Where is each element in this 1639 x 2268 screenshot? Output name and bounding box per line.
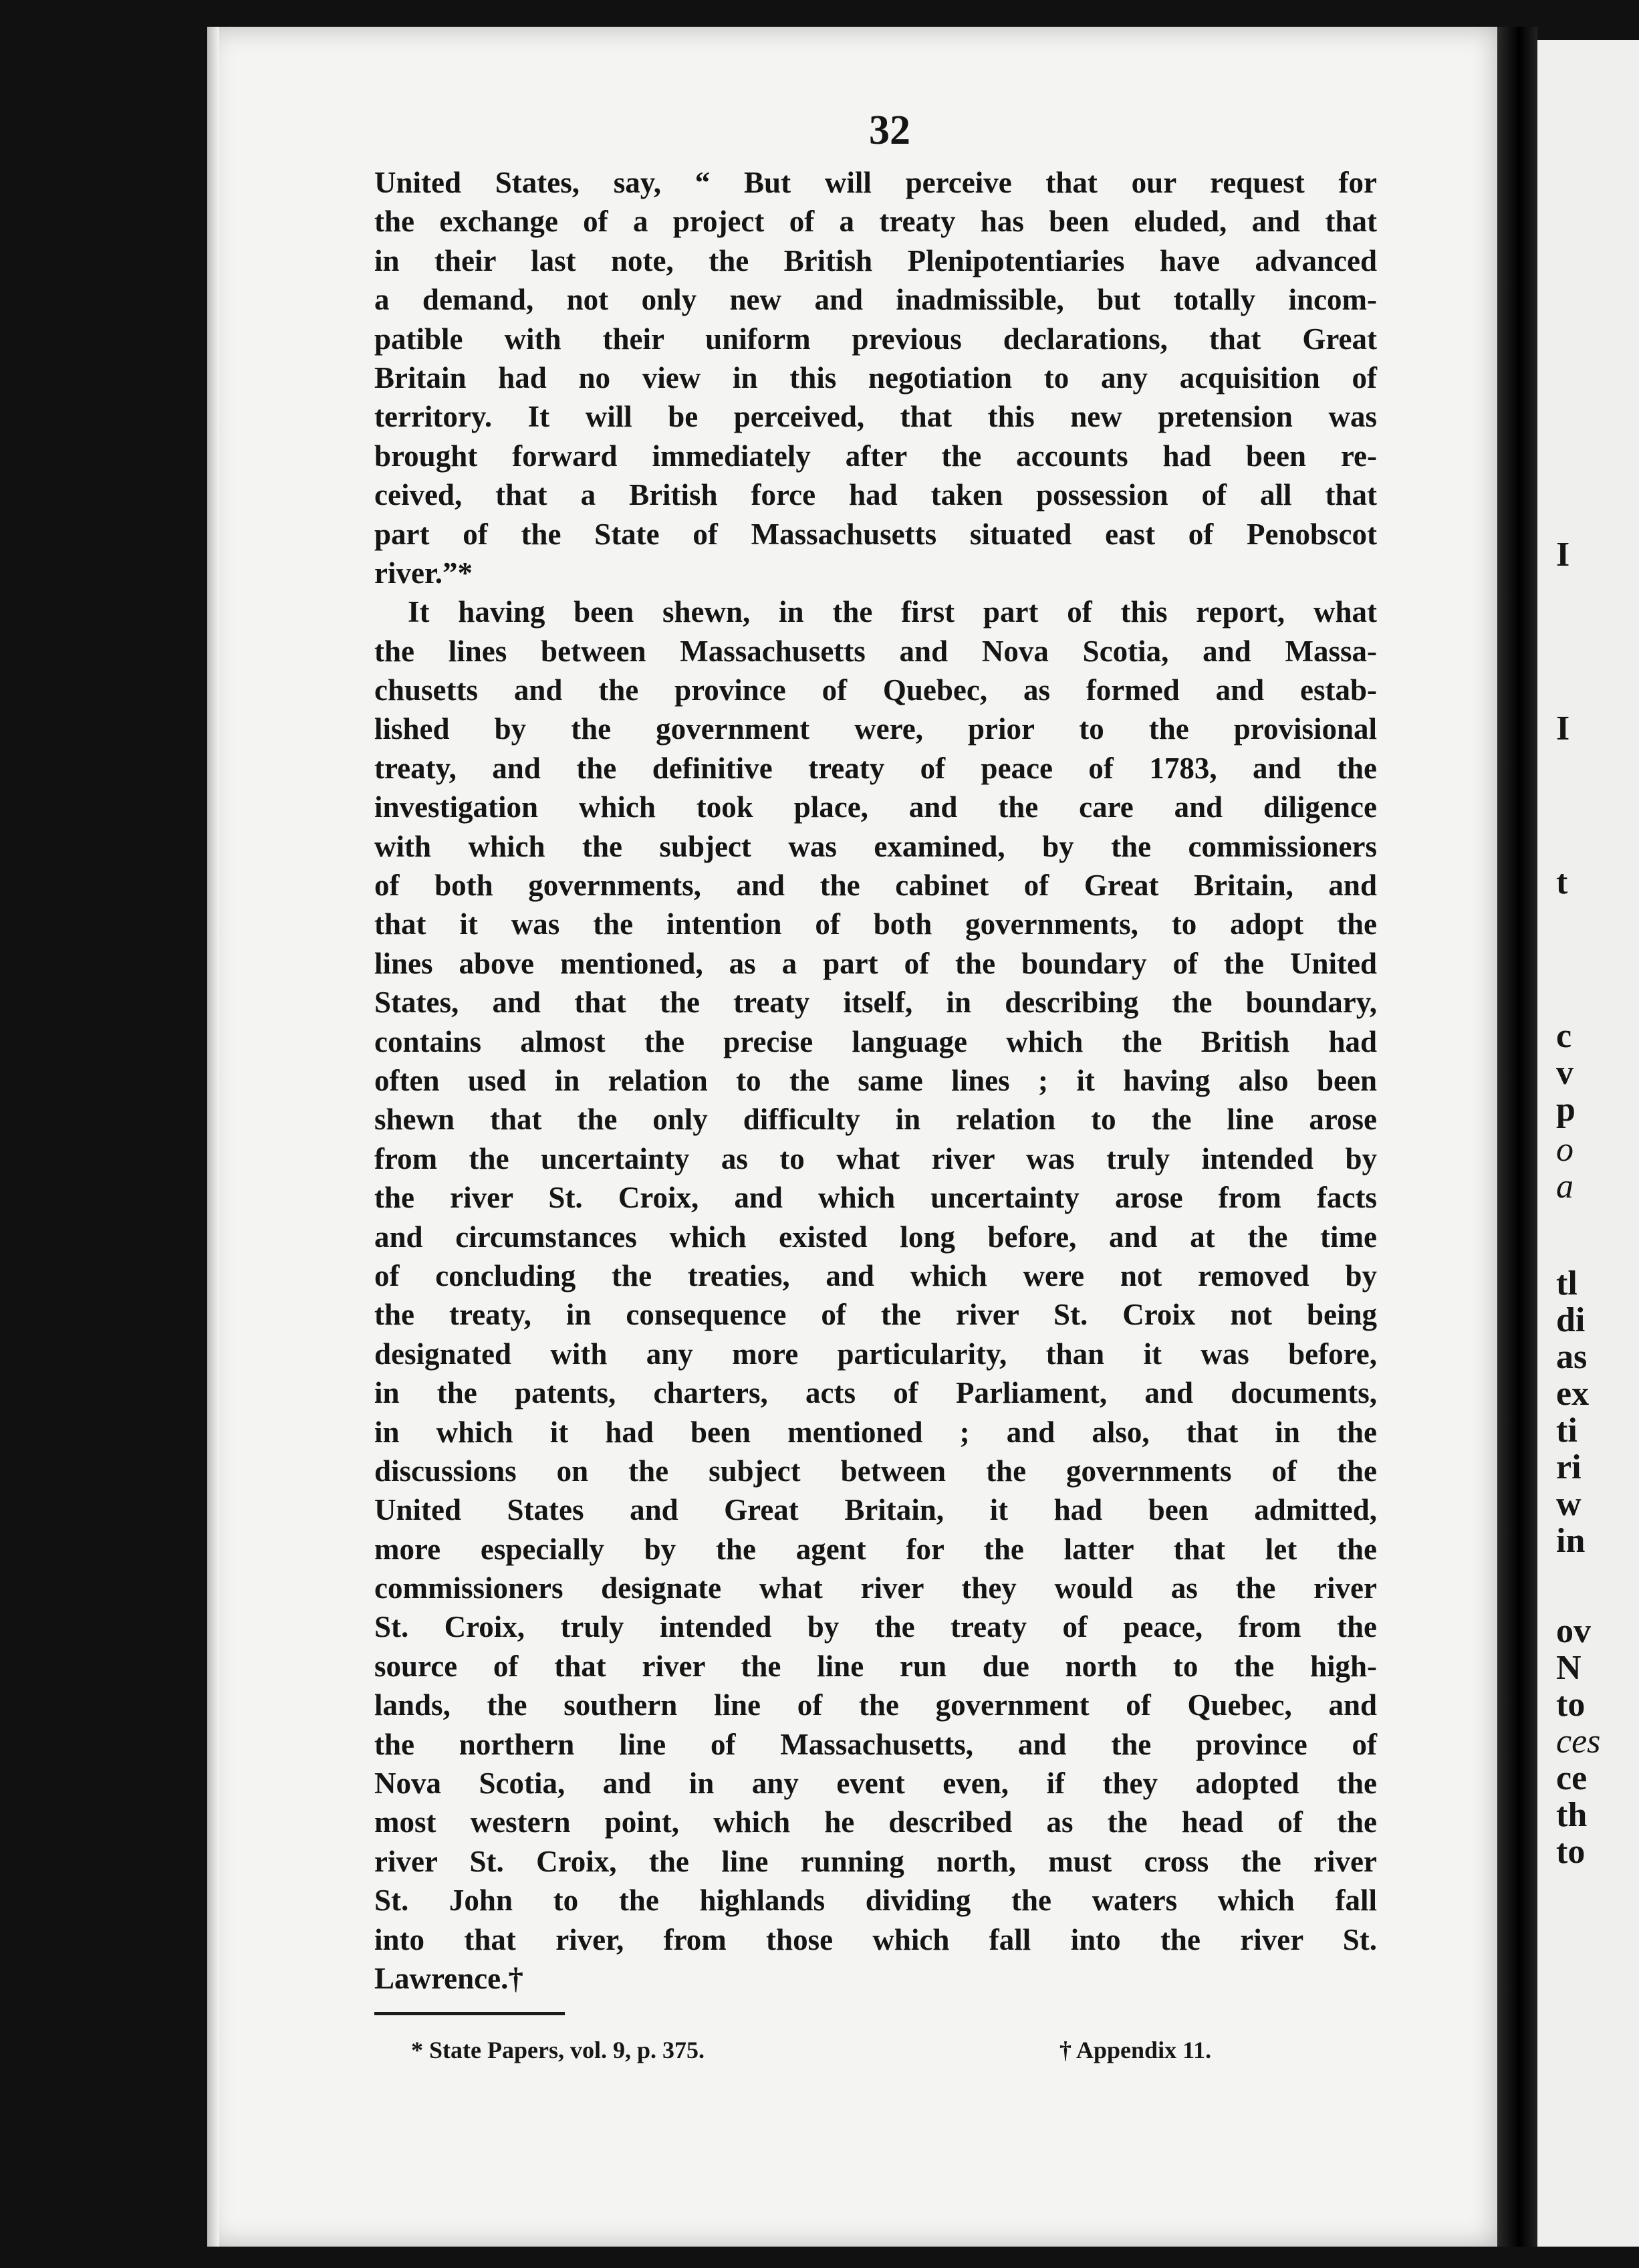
text-line: more especially by the agent for the latter that let the (374, 1532, 1377, 1566)
footnote-state-papers: * State Papers, vol. 9, p. 375. (411, 2037, 705, 2063)
adjacent-page-fragment: in (1556, 1522, 1586, 1560)
adjacent-page-fragment: tl (1556, 1264, 1578, 1302)
text-line: ceived, that a British force had taken possession of all that (374, 478, 1377, 512)
adjacent-page-sliver (1537, 40, 1639, 2247)
text-line: States, and that the treaty itself, in describing the boundary, (374, 986, 1377, 1020)
adjacent-page-fragment: ri (1556, 1448, 1582, 1486)
text-line: of concluding the treaties, and which were not removed by (374, 1258, 1377, 1292)
adjacent-page-fragment: ces (1556, 1722, 1601, 1761)
text-line: the treaty, in consequence of the river St. Croix not being (374, 1298, 1377, 1332)
text-line: treaty, and the definitive treaty of peace of 1783, and the (374, 751, 1377, 785)
text-line: Lawrence.† (374, 1961, 523, 1995)
text-line: that it was the intention of both governments, to adopt the (374, 907, 1377, 941)
text-line: into that river, from those which fall into the river St. (374, 1922, 1377, 1956)
text-line: in which it had been mentioned ; and also, that in the (374, 1415, 1377, 1449)
adjacent-page-fragment: a (1556, 1167, 1573, 1206)
text-line: patible with their uniform previous declarations, that Great (374, 322, 1377, 356)
text-line: lands, the southern line of the government of Quebec, and (374, 1688, 1377, 1722)
page-edge-shadow (207, 27, 219, 2247)
text-line: territory. It will be perceived, that this new pretension was (374, 400, 1377, 434)
adjacent-page-fragment: ov (1556, 1612, 1591, 1650)
text-line: shewn that the only difficulty in relation to the line arose (374, 1103, 1377, 1137)
text-line: often used in relation to the same lines ; it having also been (374, 1063, 1377, 1097)
adjacent-page-fragment: to (1556, 1686, 1586, 1724)
text-line: United States and Great Britain, it had been admitted, (374, 1493, 1377, 1527)
text-line: lines above mentioned, as a part of the boundary of the United (374, 946, 1377, 980)
text-line: part of the State of Massachusetts situated east of Penobscot (374, 517, 1377, 551)
text-line: the exchange of a project of a treaty has been eluded, and that (374, 205, 1377, 239)
text-line: of both governments, and the cabinet of Great Britain, and (374, 869, 1377, 903)
adjacent-page-fragment: c (1556, 1017, 1572, 1055)
text-line: river.”* (374, 556, 473, 590)
adjacent-page-fragment: ex (1556, 1375, 1590, 1413)
text-line: contains almost the precise language which the British had (374, 1024, 1377, 1058)
text-line: source of that river the line run due north to the high- (374, 1649, 1377, 1683)
adjacent-page-fragment: I (1556, 709, 1570, 748)
text-line: discussions on the subject between the governments of the (374, 1454, 1377, 1488)
text-line: in the patents, charters, acts of Parliament, and documents, (374, 1376, 1377, 1410)
text-line: United States, say, “ But will perceive that our request for (374, 166, 1377, 199)
text-line: in their last note, the British Plenipotentiaries have advanced (374, 243, 1377, 277)
adjacent-page-fragment: N (1556, 1649, 1582, 1687)
text-line: St. John to the highlands dividing the waters which fall (374, 1884, 1377, 1918)
adjacent-page-fragment: to (1556, 1833, 1586, 1871)
book-gutter (1497, 27, 1537, 2247)
text-line: investigation which took place, and the care and diligence (374, 790, 1377, 824)
text-line: lished by the government were, prior to the provisional (374, 712, 1377, 746)
text-line: the northern line of Massachusetts, and the province of (374, 1727, 1377, 1761)
text-line: commissioners designate what river they would as the river (374, 1571, 1377, 1605)
text-line: St. Croix, truly intended by the treaty of peace, from the (374, 1610, 1377, 1644)
page-number: 32 (869, 108, 910, 153)
adjacent-page-fragment: di (1556, 1301, 1586, 1339)
adjacent-page-fragment: o (1556, 1131, 1573, 1169)
adjacent-page-fragment: as (1556, 1338, 1588, 1376)
body-text (374, 163, 1377, 1998)
adjacent-page-fragment: p (1556, 1091, 1575, 1129)
text-line: Nova Scotia, and in any event even, if they adopted the (374, 1767, 1377, 1801)
text-line: the river St. Croix, and which uncertainty arose from facts (374, 1181, 1377, 1215)
text-line: river St. Croix, the line running north, must cross the river (374, 1844, 1377, 1878)
adjacent-page-fragment: w (1556, 1485, 1582, 1523)
text-line: the lines between Massachusetts and Nova Scotia, and Massa- (374, 634, 1377, 668)
text-line: from the uncertainty as to what river was truly intended by (374, 1141, 1377, 1175)
adjacent-page-fragment: ti (1556, 1411, 1578, 1450)
footnote-appendix: † Appendix 11. (1059, 2037, 1212, 2063)
text-line: chusetts and the province of Quebec, as formed and estab- (374, 673, 1377, 707)
adjacent-page-fragment: th (1556, 1796, 1588, 1834)
text-line: designated with any more particularity, than it was before, (374, 1337, 1377, 1371)
text-line: a demand, not only new and inadmissible, but totally incom- (374, 283, 1377, 317)
text-line: most western point, which he described as the head of the (374, 1805, 1377, 1839)
adjacent-page-fragment: v (1556, 1054, 1573, 1092)
text-line: and circumstances which existed long before, and at the time (374, 1220, 1377, 1254)
text-line: with which the subject was examined, by the commissioners (374, 829, 1377, 863)
adjacent-page-fragment: ce (1556, 1759, 1588, 1797)
text-line: brought forward immediately after the accounts had been re- (374, 439, 1377, 473)
adjacent-page-fragment: I (1556, 536, 1570, 574)
text-line: Britain had no view in this negotiation to any acquisition of (374, 360, 1377, 394)
text-line: It having been shewn, in the first part of this report, what (408, 595, 1377, 629)
footnote-rule (374, 2012, 565, 2015)
adjacent-page-fragment: t (1556, 863, 1568, 901)
